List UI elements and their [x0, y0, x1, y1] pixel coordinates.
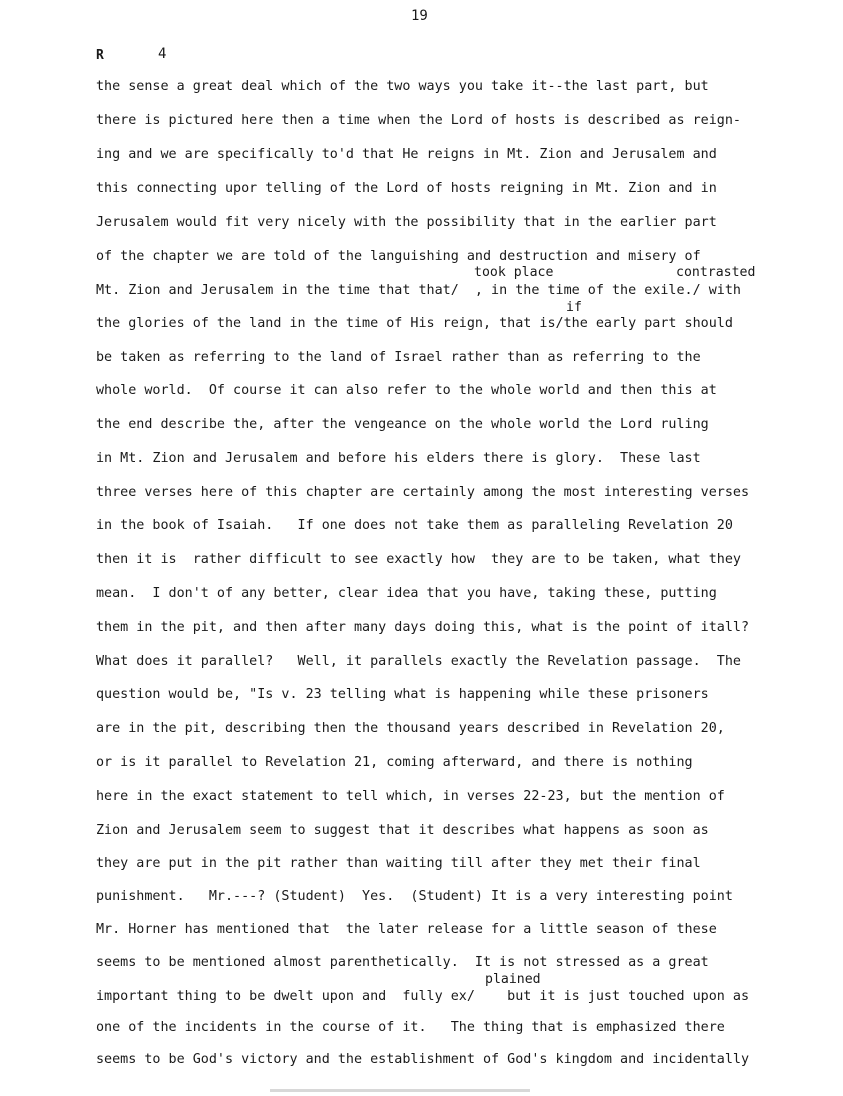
text-line: punishment. Mr.---? (Student) Yes. (Student) It is a very interesting point — [96, 889, 733, 904]
page-number: 19 — [411, 8, 428, 24]
text-line: the end describe the, after the vengeance on the whole world the Lord ruling — [96, 417, 709, 432]
text-line: important thing to be dwelt upon and fully ex/ but it is just touched upon as — [96, 989, 750, 1004]
interlinear-insert: if — [566, 300, 582, 315]
text-line: of the chapter we are told of the languishing and destruction and misery of — [96, 249, 701, 264]
text-line: this connecting upor telling of the Lord of hosts reigning in Mt. Zion and in — [96, 181, 717, 196]
text-line: in Mt. Zion and Jerusalem and before his elders there is glory. These last — [96, 451, 701, 466]
section-letter: R — [96, 48, 104, 63]
text-line: one of the incidents in the course of it. The thing that is emphasized there — [96, 1020, 725, 1035]
text-line: them in the pit, and then after many days doing this, what is the point of itall? — [96, 620, 750, 635]
text-line: mean. I don't of any better, clear idea that you have, taking these, putting — [96, 586, 717, 601]
text-line: in the book of Isaiah. If one does not take them as paralleling Revelation 20 — [96, 518, 733, 533]
text-line: seems to be mentioned almost parenthetically. It is not stressed as a great — [96, 955, 709, 970]
text-line: are in the pit, describing then the thousand years described in Revelation 20, — [96, 721, 725, 736]
text-line: Mr. Horner has mentioned that the later release for a little season of these — [96, 922, 717, 937]
interlinear-insert: plained — [485, 972, 541, 987]
interlinear-insert: took place — [474, 265, 554, 280]
text-line: three verses here of this chapter are certainly among the most interesting verses — [96, 485, 750, 500]
text-line: ing and we are specifically to'd that He reigns in Mt. Zion and Jerusalem and — [96, 147, 717, 162]
text-line: here in the exact statement to tell which, in verses 22-23, but the mention of — [96, 789, 725, 804]
text-line: the glories of the land in the time of His reign, that is/the early part should — [96, 316, 733, 331]
text-line: the sense a great deal which of the two ways you take it--the last part, but — [96, 79, 709, 94]
text-line: Jerusalem would fit very nicely with the possibility that in the earlier part — [96, 215, 717, 230]
text-line: they are put in the pit rather than waiting till after they met their final — [96, 856, 701, 871]
text-line: seems to be God's victory and the establishment of God's kingdom and incidentally — [96, 1052, 750, 1067]
text-line: there is pictured here then a time when the Lord of hosts is described as reign- — [96, 113, 741, 128]
text-line: be taken as referring to the land of Israel rather than as referring to the — [96, 350, 701, 365]
text-line: or is it parallel to Revelation 21, coming afterward, and there is nothing — [96, 755, 693, 770]
interlinear-insert: contrasted — [676, 265, 756, 280]
text-line: question would be, "Is v. 23 telling what is happening while these prisoners — [96, 687, 709, 702]
text-line: Mt. Zion and Jerusalem in the time that that/ , in the time of the exile./ with — [96, 283, 741, 298]
text-line: whole world. Of course it can also refer to the whole world and then this at — [96, 383, 717, 398]
text-line: What does it parallel? Well, it parallels exactly the Revelation passage. The — [96, 654, 741, 669]
text-line: Zion and Jerusalem seem to suggest that it describes what happens as soon as — [96, 823, 709, 838]
text-line: then it is rather difficult to see exactly how they are to be taken, what they — [96, 552, 741, 567]
scan-artifact-divider — [270, 1089, 530, 1092]
section-number: 4 — [158, 46, 167, 62]
